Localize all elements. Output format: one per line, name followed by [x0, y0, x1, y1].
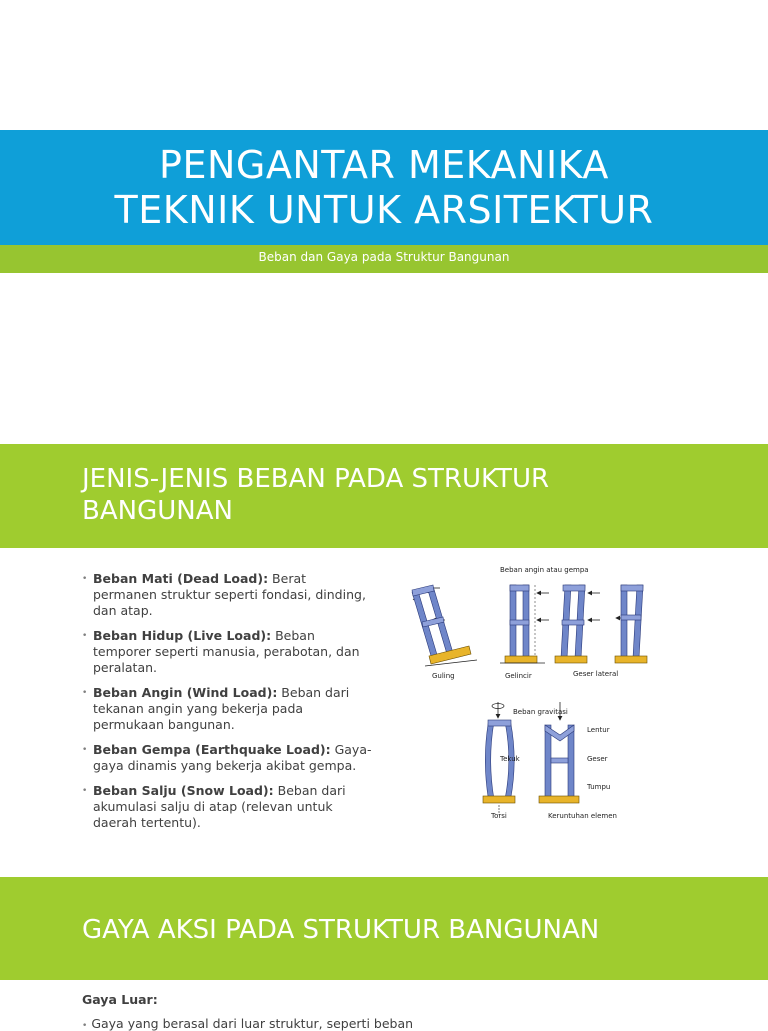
list-item: [82, 742, 372, 774]
section-title-load-types: [82, 463, 682, 527]
list-item: [82, 783, 372, 831]
subtitle: Beban dan Gaya pada Struktur Bangunan: [258, 250, 510, 264]
frame-element-failure: [539, 702, 579, 803]
structural-failure-diagram: [405, 560, 665, 825]
bullet-text: Beban temporer seperti manusia, perabotan, dan peralatan.: [93, 628, 360, 675]
main-title-line-1: PENGANTAR MEKANIKA: [159, 143, 609, 187]
frame-lateral-shear-2: [615, 585, 647, 663]
main-title-line-2: TEKNIK UNTUK ARSITEKTUR: [114, 188, 654, 232]
bullet-term: Beban Mati (Dead Load):: [93, 571, 269, 586]
section-title-line-1: JENIS-JENIS BEBAN PADA STRUKTUR: [82, 464, 550, 494]
diagram-label-torsi: Torsi: [491, 812, 507, 820]
frame-buckling: [483, 720, 515, 815]
diagram-label-keruntuhan: Keruntuhan elemen: [548, 812, 617, 820]
bullet-term: Beban Gempa (Earthquake Load):: [93, 742, 331, 757]
frame-sliding: [500, 585, 549, 663]
diagram-label-guling: Guling: [432, 672, 455, 680]
bullet-text: Beban dari tekanan angin yang bekerja pada permukaan bangunan.: [93, 685, 350, 732]
bullet-term: Beban Salju (Snow Load):: [93, 783, 274, 798]
bullet-text: Berat permanen struktur seperti fondasi, dinding, dan atap.: [93, 571, 366, 618]
main-title: [0, 143, 768, 233]
diagram-label-geser-lateral: Geser lateral: [573, 670, 619, 678]
bullet-text: Gaya-gaya dinamis yang bekerja akibat gempa.: [93, 742, 372, 773]
bullet-term: Beban Hidup (Live Load):: [93, 628, 272, 643]
subheading-external-forces: Gaya Luar:: [82, 992, 158, 1007]
diagram-label-tekuk: Tekuk: [500, 755, 520, 763]
diagram-label-tumpu: Tumpu: [587, 783, 611, 791]
diagram-label-geser: Geser: [587, 755, 608, 763]
load-types-list: [82, 571, 372, 840]
frame-overturning: [412, 585, 477, 666]
list-item: [82, 571, 372, 619]
list-item: [82, 628, 372, 676]
diagram-label-top: Beban angin atau gempa: [500, 566, 589, 574]
diagram-label-gravity: Beban gravitasi: [513, 708, 568, 716]
frame-lateral-shear: [555, 585, 600, 663]
list-item: [82, 1016, 413, 1031]
bullet-dot: •: [82, 1021, 88, 1031]
bullet-text: Gaya yang berasal dari luar struktur, seperti beban: [91, 1016, 414, 1031]
diagram-label-lentur: Lentur: [587, 726, 610, 734]
bullet-term: Beban Angin (Wind Load):: [93, 685, 278, 700]
section-title-action-forces: GAYA AKSI PADA STRUKTUR BANGUNAN: [82, 915, 600, 945]
bullet-text: Beban dari akumulasi salju di atap (relevan untuk daerah tertentu).: [93, 783, 346, 830]
diagram-label-gelincir: Gelincir: [505, 672, 532, 680]
section-title-line-2: BANGUNAN: [82, 496, 233, 526]
list-item: [82, 685, 372, 733]
